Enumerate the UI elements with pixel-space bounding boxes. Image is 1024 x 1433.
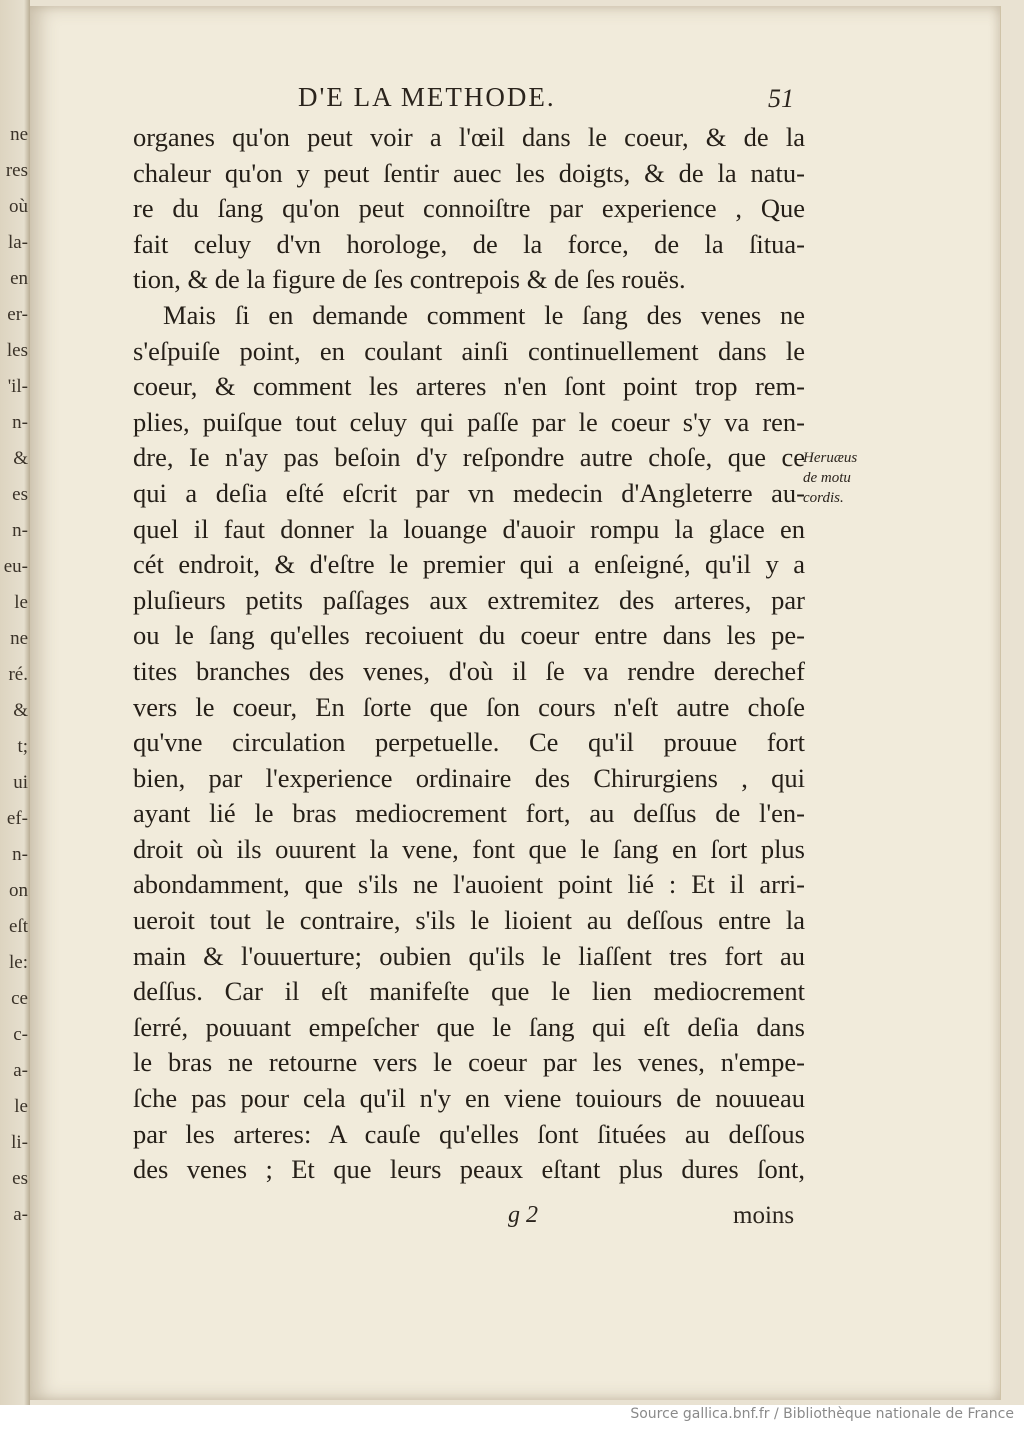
text-line: plies, puiſque tout celuy qui paſſe par le coeur s'y va ren-	[133, 406, 805, 437]
margin-note-line: de motu	[803, 470, 851, 486]
text-line: re du ſang qu'on peut connoiſtre par experience , Que	[133, 193, 805, 224]
previous-page-fragment: er-	[7, 304, 28, 325]
previous-page-fragment: a-	[13, 1204, 28, 1225]
previous-page-fragment: &	[13, 448, 28, 469]
text-line: organes qu'on peut voir a l'œil dans le coeur, & de la	[133, 122, 805, 152]
previous-page-fragment: le:	[9, 952, 28, 973]
previous-page-fragment: es	[12, 1168, 28, 1189]
text-line: vers le coeur, En ſorte que ſon cours n'eſt autre choſe	[133, 691, 805, 722]
previous-page-fragment: en	[10, 268, 28, 289]
previous-page-fragment: a-	[13, 1060, 28, 1081]
text-line: cét endroit, & d'eſtre le premier qui a enſeigné, qu'il y a	[133, 549, 805, 580]
catchword: moins	[733, 1202, 795, 1229]
text-line: par les arteres: A cauſe qu'elles ſont ſituées au deſſous	[133, 1118, 805, 1149]
text-line: qu'vne circulation perpetuelle. Ce qu'il prouue fort	[133, 727, 805, 758]
previous-page-fragment: res	[5, 160, 28, 181]
text-line: pluſieurs petits paſſages aux extremitez des arteres, par	[133, 584, 805, 615]
previous-page-fragment: ne	[10, 124, 28, 145]
text-line: deſſus. Car il eſt manifeſte que le lien mediocrement	[133, 976, 805, 1007]
book-page	[30, 6, 1001, 1400]
text-line: droit où ils ouurent la vene, font que le ſang en ſort plus	[133, 833, 805, 864]
text-line: ueroit tout le contraire, s'ils le lioient au deſſous entre la	[133, 905, 805, 936]
previous-page-fragment: &	[13, 700, 28, 721]
previous-page-fragment: on	[9, 880, 28, 901]
text-line: ſche pas pour cela qu'il n'y en viene touiours de nouueau	[133, 1083, 805, 1114]
text-line: main & l'ouuerture; oubien qu'ils le liaſſent tres fort au	[133, 940, 805, 971]
previous-page-fragment: ne	[10, 628, 28, 649]
margin-note-line: cordis.	[803, 490, 844, 506]
margin-note-line: Heruæus	[803, 450, 858, 466]
previous-page-fragment: eu-	[3, 556, 28, 577]
previous-page-fragment: le	[14, 592, 28, 613]
text-line: bien, par l'experience ordinaire des Chirurgiens , qui	[133, 762, 805, 793]
text-line: des venes ; Et que leurs peaux eſtant plus dures ſont,	[133, 1154, 805, 1185]
text-line: le bras ne retourne vers le coeur par les venes, n'empe-	[133, 1047, 805, 1078]
previous-page-fragment: n-	[12, 844, 28, 865]
page-number: 51	[768, 84, 794, 113]
text-line: tion, & de la figure de ſes contrepois & de ſes rouës.	[133, 264, 686, 295]
signature-mark: g 2	[508, 1202, 538, 1228]
running-header: D'E LA METHODE.	[298, 82, 556, 112]
previous-page-fragment: le	[14, 1096, 28, 1117]
previous-page-fragment: ré.	[8, 664, 28, 685]
previous-page-fragment: t;	[17, 736, 28, 757]
previous-page-fragment: ui	[13, 772, 28, 793]
body-text	[133, 120, 805, 1188]
margin-note	[803, 448, 883, 508]
previous-page-fragment: li-	[11, 1132, 28, 1153]
source-credit: Source gallica.bnf.fr / Bibliothèque nationale de France	[630, 1406, 1014, 1422]
text-line: chaleur qu'on y peut ſentir auec les doigts, & de la natu-	[133, 157, 805, 188]
text-line: ſerré, pouuant empeſcher que le ſang qui eſt deſia dans	[133, 1011, 805, 1042]
previous-page-fragment: 'il-	[7, 376, 28, 397]
text-line: qui a deſia eſté eſcrit par vn medecin d'Angleterre au-	[133, 477, 805, 508]
text-line: coeur, & comment les arteres n'en ſont point trop rem-	[133, 371, 805, 402]
previous-page-fragment: la-	[7, 232, 28, 253]
previous-page-fragment: es	[12, 484, 28, 505]
text-line: ayant lié le bras mediocrement fort, au deſſus de l'en-	[133, 798, 805, 829]
previous-page-fragment: c-	[13, 1024, 28, 1045]
previous-page-fragment: eſt	[9, 916, 28, 937]
previous-page-fragment: ef-	[6, 808, 28, 829]
previous-page-fragment: où	[9, 196, 28, 217]
previous-page-edge	[0, 0, 30, 1405]
text-line: dre, Ie n'ay pas beſoin d'y reſpondre autre choſe, que ce	[133, 442, 805, 473]
text-line: abondamment, que s'ils ne l'auoient point lié : Et il arri-	[133, 869, 805, 900]
text-line: tites branches des venes, d'où il ſe va rendre derechef	[133, 655, 805, 686]
previous-page-fragment: n-	[12, 412, 28, 433]
text-line: s'eſpuiſe point, en coulant ainſi continuellement dans le	[133, 335, 805, 366]
previous-page-fragment: les	[6, 340, 28, 361]
text-line: quel il faut donner la louange d'auoir rompu la glace en	[133, 513, 805, 544]
previous-page-fragment: n-	[12, 520, 28, 541]
text-line: ou le ſang qu'elles recoiuent du coeur entre dans les pe-	[133, 620, 805, 651]
previous-page-fragment: ce	[11, 988, 28, 1009]
text-line: fait celuy d'vn horologe, de la force, de la ſitua-	[133, 228, 805, 259]
text-line: Mais ſi en demande comment le ſang des venes ne	[163, 299, 805, 330]
